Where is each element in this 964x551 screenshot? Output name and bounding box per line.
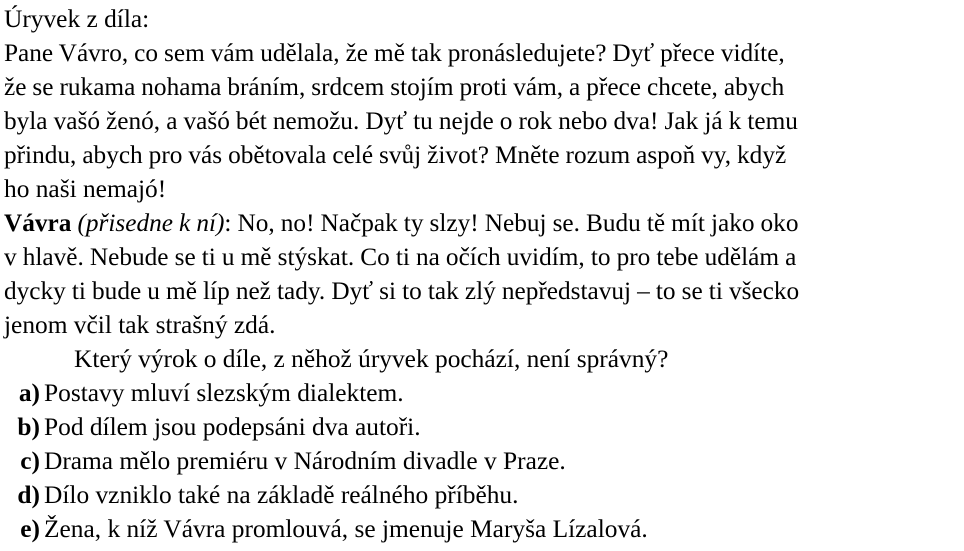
answer-options [4, 376, 964, 546]
option-b[interactable] [4, 410, 964, 444]
excerpt-heading: Úryvek z díla: [4, 5, 150, 33]
option-letter: e) [20, 515, 40, 543]
paragraph-1-line: že se rukama nohama bráním, srdcem stojím proti vám, a přece chcete, abych [4, 73, 785, 101]
option-letter: a) [18, 379, 40, 407]
option-text: Žena, k níž Vávra promlouvá, se jmenuje Maryša Lízalová. [44, 515, 648, 543]
paragraph-1 [4, 36, 964, 206]
paragraph-1-line: ho naši nemajó! [4, 175, 167, 203]
option-text: Pod dílem jsou podepsáni dva autoři. [44, 413, 421, 441]
question-text: Který výrok o díle, z něhož úryvek pochází, není správný? [74, 345, 669, 373]
paragraph-2-line: jenom včil tak strašný zdá. [4, 311, 276, 339]
paragraph-2 [4, 206, 964, 342]
option-text: Postavy mluví slezským dialektem. [44, 379, 404, 407]
option-text: Drama mělo premiéru v Národním divadle v Praze. [44, 447, 566, 475]
option-letter: d) [17, 481, 40, 509]
option-letter: b) [17, 413, 40, 441]
speaker-name: Vávra [4, 209, 72, 237]
paragraph-1-line: byla vašó ženó, a vašó bét nemožu. Dyť tu nejde o rok nebo dva! Jak já k temu [4, 107, 798, 135]
option-d[interactable] [4, 478, 964, 512]
speech-text: : No, no! Načpak ty slzy! Nebuj se. Budu tě mít jako oko [224, 209, 799, 237]
option-letter: c) [20, 447, 40, 475]
stage-direction: (přisedne k ní) [77, 209, 225, 237]
option-e[interactable] [4, 512, 964, 546]
option-text: Dílo vzniklo také na základě reálného příběhu. [44, 481, 519, 509]
option-c[interactable] [4, 444, 964, 478]
option-a[interactable] [4, 376, 964, 410]
paragraph-2-line: v hlavě. Nebude se ti u mě stýskat. Co ti na očích uvidím, to pro tebe udělám a [4, 243, 797, 271]
paragraph-1-line: přindu, abych pro vás obětovala celé svůj život? Mněte rozum aspoň vy, když [4, 141, 787, 169]
paragraph-1-line: Pane Vávro, co sem vám udělala, že mě tak pronásledujete? Dyť přece vidíte, [4, 39, 785, 67]
paragraph-2-first-line [4, 206, 960, 240]
paragraph-2-line: dycky ti bude u mě líp než tady. Dyť si to tak zlý nepředstavuj – to se ti všecko [4, 277, 800, 305]
